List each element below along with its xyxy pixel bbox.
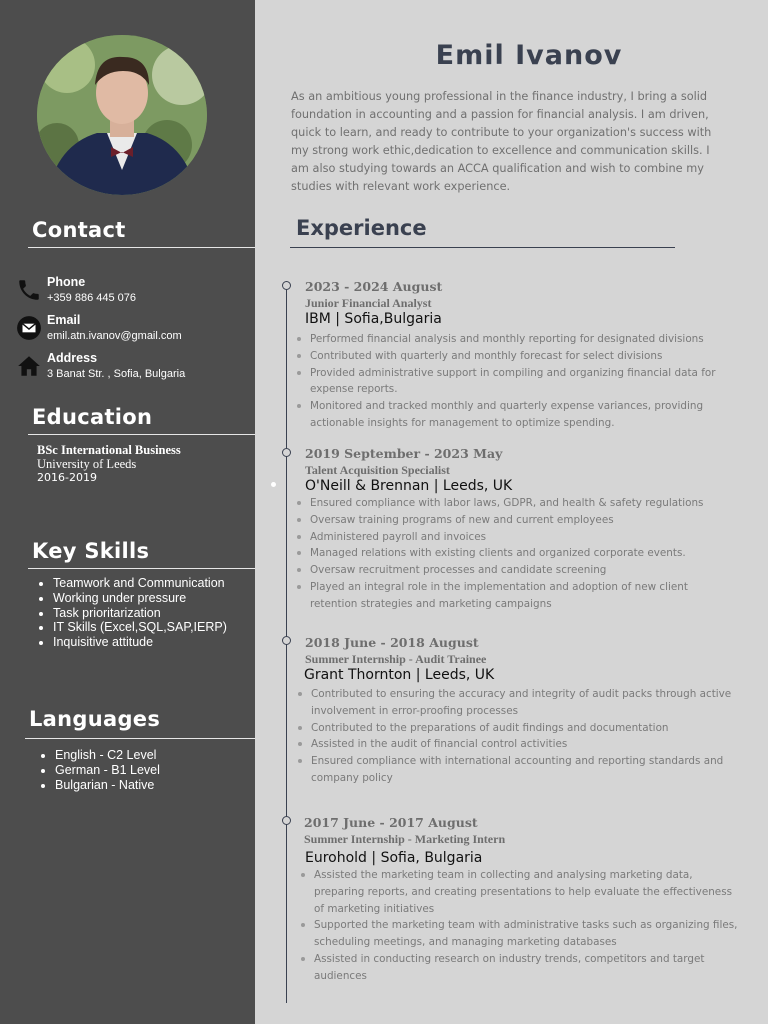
- timeline-dot: [282, 281, 291, 290]
- profile-photo: [37, 35, 207, 195]
- list-item: • IT Skills (Excel,SQL,SAP,IERP): [53, 620, 227, 635]
- education-years: 2016-2019: [37, 471, 97, 484]
- list-item: Supported the marketing team with administrative tasks such as organizing files, scheduling meetings, and managing marketing databases: [301, 917, 741, 951]
- contact-email: [0, 313, 255, 347]
- list-item: Ensured compliance with labor laws, GDPR, and health & safety regulations: [297, 495, 737, 512]
- list-item: Assisted in the audit of financial control activities: [298, 736, 738, 753]
- list-item: Oversaw training programs of new and current employees: [297, 512, 737, 529]
- timeline-dot: [282, 448, 291, 457]
- job-bullets: [297, 331, 737, 432]
- skills-list: [53, 576, 227, 650]
- list-item: • Working under pressure: [53, 591, 227, 606]
- candidate-name: Emil Ivanov: [435, 40, 623, 71]
- contact-heading: Contact: [32, 218, 126, 242]
- job-bullets: [301, 867, 741, 985]
- job-dates: 2023 - 2024 August: [305, 279, 443, 294]
- skills-heading: Key Skills: [32, 539, 150, 563]
- profile-summary: As an ambitious young professional in the finance industry, I bring a solid foundation in accounting and a passion for financial analysis. I am driven, quick to learn, and ready to contribute to your organization's success with my strong work ethic,dedication to excellence and communication skills. I am also studying towards an ACCA qualification and wish to combine my studies with relevant work experience.: [291, 90, 712, 193]
- languages-list: [55, 748, 160, 792]
- education-heading: Education: [32, 405, 153, 429]
- list-item: • German - B1 Level: [55, 763, 160, 778]
- list-item: Oversaw recruitment processes and candidate screening: [297, 562, 737, 579]
- job-bullets: [298, 686, 738, 787]
- job-dates: 2017 June - 2017 August: [304, 815, 478, 830]
- list-item: • Teamwork and Communication: [53, 576, 227, 591]
- list-item: Managed relations with existing clients and organized corporate events.: [297, 545, 737, 562]
- job-bullets: [297, 495, 737, 613]
- email-icon: [16, 315, 42, 341]
- contact-divider: [28, 247, 255, 248]
- job-title: Summer Internship - Audit Trainee: [305, 652, 487, 666]
- list-item: Provided administrative support in compiling and organizing financial data for expense reports.: [297, 365, 737, 399]
- list-item: Assisted in conducting research on industry trends, competitors and target audiences: [301, 951, 741, 985]
- contact-phone: [0, 275, 255, 309]
- list-item: • Task prioritarization: [53, 606, 227, 621]
- timeline-dot: [282, 816, 291, 825]
- email-label: Email: [47, 313, 81, 327]
- job-company: O'Neill & Brennan | Leeds, UK: [305, 478, 513, 494]
- list-item: Assisted the marketing team in collecting and analysing marketing data, preparing reports, and creating presentations to help evaluate the effectiveness of marketing initiatives: [301, 867, 741, 917]
- phone-value[interactable]: +359 886 445 076: [47, 292, 137, 304]
- sidebar: [0, 0, 255, 1024]
- job-title: Junior Financial Analyst: [305, 296, 432, 310]
- skills-divider: [28, 568, 255, 569]
- languages-heading: Languages: [29, 707, 161, 731]
- list-item: Played an integral role in the implementation and adoption of new client retention strategies and marketing campaigns: [297, 579, 737, 613]
- address-label: Address: [47, 351, 98, 365]
- list-item: • English - C2 Level: [55, 748, 160, 763]
- email-value[interactable]: emil.atn.ivanov@gmail.com: [47, 330, 182, 342]
- list-item: Performed financial analysis and monthly reporting for designated divisions: [297, 331, 737, 348]
- list-item: Ensured compliance with international accounting and reporting standards and company policy: [298, 753, 738, 787]
- list-item: Administered payroll and invoices: [297, 529, 737, 546]
- phone-icon: [16, 277, 42, 303]
- home-icon: [16, 353, 42, 379]
- list-item: Contributed with quarterly and monthly forecast for select divisions: [297, 348, 737, 365]
- contact-address: [0, 351, 255, 385]
- timeline-marker: [271, 482, 276, 487]
- list-item: Monitored and tracked monthly and quarterly expense variances, providing actionable insights for management to optimize spending.: [297, 398, 737, 432]
- job-dates: 2019 September - 2023 May: [305, 446, 503, 461]
- job-dates: 2018 June - 2018 August: [305, 635, 479, 650]
- timeline-dot: [282, 636, 291, 645]
- experience-divider: [290, 247, 675, 248]
- address-value: 3 Banat Str. , Sofia, Bulgaria: [47, 368, 186, 380]
- job-company: Grant Thornton | Leeds, UK: [304, 667, 495, 683]
- experience-heading: Experience: [296, 216, 427, 240]
- list-item: Contributed to the preparations of audit findings and documentation: [298, 720, 738, 737]
- phone-label: Phone: [47, 275, 86, 289]
- education-school: University of Leeds: [37, 457, 137, 471]
- job-company: IBM | Sofia,Bulgaria: [305, 311, 442, 327]
- languages-divider: [25, 738, 255, 739]
- job-title: Summer Internship - Marketing Intern: [304, 832, 506, 846]
- job-company: Eurohold | Sofia, Bulgaria: [305, 850, 483, 866]
- list-item: • Bulgarian - Native: [55, 778, 160, 793]
- job-title: Talent Acquisition Specialist: [305, 463, 450, 477]
- education-divider: [28, 434, 255, 435]
- education-degree: BSc International Business: [37, 443, 181, 457]
- list-item: Contributed to ensuring the accuracy and integrity of audit packs through active involvement in error-proofing processes: [298, 686, 738, 720]
- list-item: • Inquisitive attitude: [53, 635, 227, 650]
